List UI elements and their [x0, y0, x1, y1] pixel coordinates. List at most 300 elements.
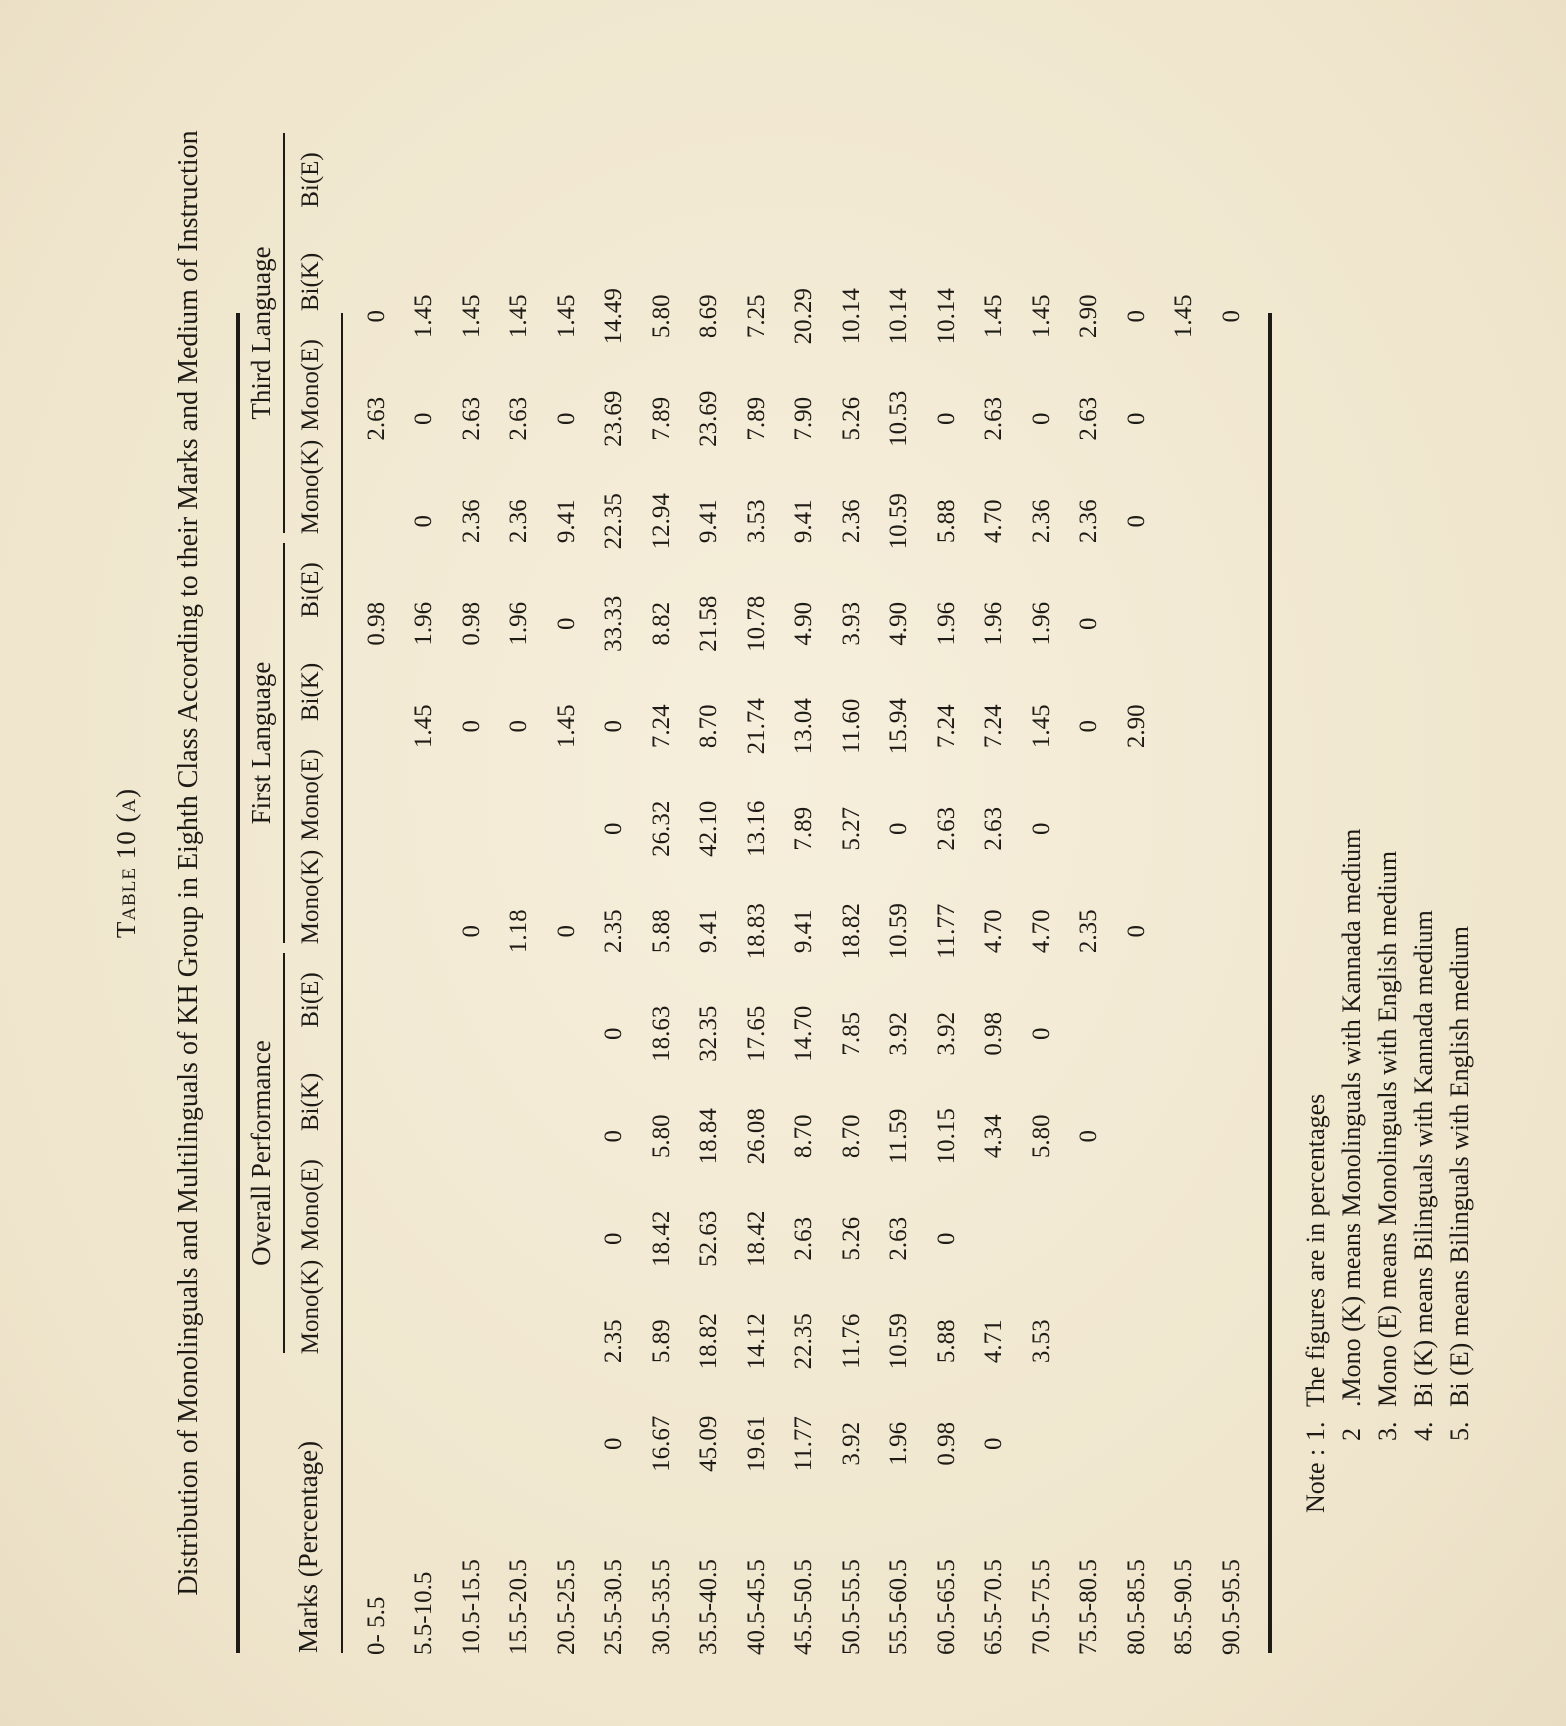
marks-range-cell: 20.5-25.5 — [552, 1559, 580, 1655]
percentage-cell — [448, 778, 496, 881]
table-row — [591, 265, 639, 1663]
col-overall-bi-e: Bi(E) — [297, 972, 324, 1028]
percentage-cell — [401, 1085, 449, 1188]
percentage-cell: 23.69 — [600, 390, 628, 447]
percentage-cell: 0 — [932, 412, 960, 425]
percentage-cell: 9.41 — [695, 909, 723, 954]
col-first-bi-k: Bi(K) — [297, 662, 324, 722]
percentage-cell: 1.45 — [980, 294, 1008, 339]
col-overall-bi-k: Bi(K) — [297, 1072, 324, 1132]
percentage-cell: 0 — [600, 1232, 628, 1245]
note-text: Mono (E) means Monolinguals with English medium — [1373, 850, 1402, 1407]
percentage-cell: 52.63 — [695, 1210, 723, 1267]
table-row — [876, 265, 924, 1663]
data-table — [353, 265, 1256, 1663]
percentage-cell: 8.70 — [790, 1114, 818, 1159]
table-row — [781, 265, 829, 1663]
percentage-cell: 2.90 — [1122, 704, 1150, 749]
table-row — [686, 265, 734, 1663]
percentage-cell: 0 — [1122, 310, 1150, 323]
percentage-cell: 10.14 — [932, 288, 960, 345]
group-rule-first — [283, 543, 285, 943]
percentage-cell — [1161, 470, 1209, 573]
marks-range-cell: 55.5-60.5 — [885, 1559, 913, 1655]
percentage-cell: 5.26 — [837, 396, 865, 441]
percentage-cell: 4.90 — [790, 601, 818, 646]
percentage-cell: 0 — [932, 1232, 960, 1245]
percentage-cell — [1208, 1290, 1256, 1393]
percentage-cell — [401, 1393, 449, 1496]
percentage-cell: 2.36 — [1027, 499, 1055, 544]
note-item — [1334, 829, 1370, 1513]
note-text: .Mono (K) means Monolinguals with Kannada medium — [1337, 828, 1366, 1407]
marks-range-cell: 30.5-35.5 — [647, 1559, 675, 1655]
percentage-cell: 2.63 — [457, 396, 485, 441]
percentage-cell: 0.98 — [457, 601, 485, 646]
percentage-cell — [1066, 778, 1114, 881]
note-number: 1. — [1301, 1421, 1330, 1441]
percentage-cell — [448, 1188, 496, 1291]
percentage-cell: 10.59 — [885, 1313, 913, 1370]
percentage-cell — [1161, 675, 1209, 778]
percentage-cell: 5.88 — [932, 1319, 960, 1364]
percentage-cell: 8.82 — [647, 601, 675, 646]
note-item — [1406, 829, 1442, 1513]
percentage-cell: 1.45 — [552, 294, 580, 339]
note-text: Bi (K) means Bilinguals with Kannada medium — [1409, 910, 1438, 1407]
note-text: Bi (E) means Bilinguals with English medium — [1445, 926, 1474, 1407]
note-number: 5. — [1445, 1421, 1474, 1441]
percentage-cell: 9.41 — [790, 499, 818, 544]
percentage-cell — [353, 1188, 401, 1291]
percentage-cell: 26.08 — [742, 1108, 770, 1165]
percentage-cell — [353, 880, 401, 983]
percentage-cell — [1113, 983, 1161, 1086]
percentage-cell — [353, 1393, 401, 1496]
percentage-cell — [1018, 1393, 1066, 1496]
marks-range-cell: 15.5-20.5 — [505, 1559, 533, 1655]
table-row — [923, 265, 971, 1663]
percentage-cell: 7.90 — [790, 396, 818, 441]
percentage-cell: 32.35 — [695, 1005, 723, 1062]
group-overall-performance: Overall Performance — [246, 1040, 276, 1266]
table-row — [496, 265, 544, 1663]
marks-range-cell: 90.5-95.5 — [1217, 1559, 1245, 1655]
percentage-cell — [1161, 573, 1209, 676]
percentage-cell: 2.63 — [980, 806, 1008, 851]
table-row — [1066, 265, 1114, 1663]
percentage-cell: 0 — [600, 822, 628, 835]
table-row — [353, 265, 401, 1663]
percentage-cell: 0 — [552, 925, 580, 938]
percentage-cell — [1208, 1393, 1256, 1496]
percentage-cell: 13.04 — [790, 698, 818, 755]
marks-range-cell: 35.5-40.5 — [695, 1559, 723, 1655]
note-text: The figures are in percentages — [1301, 1093, 1330, 1407]
col-first-mono-e: Mono(E) — [297, 749, 324, 841]
percentage-cell — [543, 1188, 591, 1291]
percentage-cell: 1.45 — [1027, 294, 1055, 339]
percentage-cell: 2.63 — [932, 806, 960, 851]
note-item — [1370, 829, 1406, 1513]
table-row — [638, 265, 686, 1663]
percentage-cell: 18.42 — [647, 1210, 675, 1267]
percentage-cell: 14.49 — [600, 288, 628, 345]
percentage-cell: 8.69 — [695, 294, 723, 339]
table-row — [448, 265, 496, 1663]
col-third-mono-k: Mono(K) — [297, 439, 324, 535]
percentage-cell: 1.45 — [1170, 294, 1198, 339]
percentage-cell: 3.92 — [885, 1011, 913, 1056]
percentage-cell: 11.77 — [790, 1416, 818, 1472]
percentage-cell: 8.70 — [837, 1114, 865, 1159]
percentage-cell — [401, 880, 449, 983]
percentage-cell: 2.35 — [600, 1319, 628, 1364]
percentage-cell: 1.45 — [457, 294, 485, 339]
percentage-cell — [1208, 675, 1256, 778]
percentage-cell: 0 — [1027, 1027, 1055, 1040]
rotated-table-block — [103, 63, 1474, 1663]
percentage-cell: 0 — [362, 310, 390, 323]
percentage-cell — [1208, 880, 1256, 983]
percentage-cell — [543, 1393, 591, 1496]
percentage-cell: 0 — [1075, 1130, 1103, 1143]
percentage-cell: 9.41 — [552, 499, 580, 544]
percentage-cell: 10.14 — [885, 288, 913, 345]
col-third-mono-e: Mono(E) — [297, 339, 324, 431]
bottom-rule — [1268, 313, 1272, 1653]
percentage-cell: 1.96 — [505, 601, 533, 646]
percentage-cell: 8.70 — [695, 704, 723, 749]
percentage-cell: 0 — [552, 412, 580, 425]
percentage-cell: 11.76 — [837, 1313, 865, 1369]
percentage-cell: 11.77 — [932, 903, 960, 959]
group-rule-overall — [283, 953, 285, 1353]
percentage-cell: 1.96 — [410, 601, 438, 646]
percentage-cell: 2.36 — [457, 499, 485, 544]
percentage-cell — [353, 1085, 401, 1188]
percentage-cell: 4.70 — [980, 499, 1008, 544]
percentage-cell: 22.35 — [600, 493, 628, 550]
percentage-cell: 0 — [600, 1027, 628, 1040]
percentage-cell — [543, 983, 591, 1086]
percentage-cell: 7.24 — [647, 704, 675, 749]
percentage-cell: 22.35 — [790, 1313, 818, 1370]
percentage-cell: 3.53 — [1027, 1319, 1055, 1364]
percentage-cell — [353, 470, 401, 573]
marks-range-cell: 75.5-80.5 — [1075, 1559, 1103, 1655]
group-third-language: Third Language — [246, 246, 276, 420]
percentage-cell: 0.98 — [362, 601, 390, 646]
percentage-cell: 1.96 — [932, 601, 960, 646]
percentage-cell — [1208, 368, 1256, 471]
percentage-cell — [1208, 573, 1256, 676]
col-first-mono-k: Mono(K) — [297, 849, 324, 945]
marks-range-cell: 10.5-15.5 — [457, 1559, 485, 1655]
table-row — [1113, 265, 1161, 1663]
table-number: Table 10 (a) — [111, 787, 141, 939]
percentage-cell — [401, 983, 449, 1086]
percentage-cell: 11.60 — [837, 698, 865, 754]
percentage-cell — [543, 1290, 591, 1393]
percentage-cell: 2.63 — [362, 396, 390, 441]
percentage-cell — [353, 675, 401, 778]
percentage-cell: 1.96 — [1027, 601, 1055, 646]
marks-range-cell: 70.5-75.5 — [1027, 1559, 1055, 1655]
percentage-cell — [353, 983, 401, 1086]
percentage-cell — [1161, 1085, 1209, 1188]
percentage-cell — [1208, 778, 1256, 881]
percentage-cell: 11.59 — [885, 1108, 913, 1164]
percentage-cell: 18.83 — [742, 903, 770, 960]
percentage-cell: 14.70 — [790, 1005, 818, 1062]
percentage-cell: 3.53 — [742, 499, 770, 544]
percentage-cell: 5.88 — [647, 909, 675, 954]
col-overall-mono-e: Mono(E) — [297, 1159, 324, 1251]
percentage-cell — [1161, 778, 1209, 881]
table-row — [733, 265, 781, 1663]
percentage-cell: 2.90 — [1075, 294, 1103, 339]
percentage-cell: 7.89 — [647, 396, 675, 441]
percentage-cell: 7.85 — [837, 1011, 865, 1056]
percentage-cell: 0 — [1075, 720, 1103, 733]
percentage-cell — [1208, 983, 1256, 1086]
percentage-cell: 45.09 — [695, 1415, 723, 1472]
table-row — [401, 265, 449, 1663]
percentage-cell: 3.93 — [837, 601, 865, 646]
percentage-cell — [1161, 1188, 1209, 1291]
percentage-cell — [353, 778, 401, 881]
percentage-cell — [496, 983, 544, 1086]
percentage-cell: 2.35 — [1075, 909, 1103, 954]
percentage-cell — [1161, 1290, 1209, 1393]
percentage-cell: 7.89 — [742, 396, 770, 441]
table-caption: Distribution of Monolinguals and Multilinguals of KH Group in Eighth Class According to their Marks and Medium of Instruction — [173, 130, 204, 1596]
percentage-cell — [1018, 1188, 1066, 1291]
notes — [1298, 829, 1478, 1513]
table-row — [543, 265, 591, 1663]
marks-range-cell: 25.5-30.5 — [600, 1559, 628, 1655]
marks-range-cell: 0- 5.5 — [362, 1596, 390, 1655]
percentage-cell: 2.63 — [1075, 396, 1103, 441]
marks-range-cell: 40.5-45.5 — [742, 1559, 770, 1655]
percentage-cell: 0 — [457, 925, 485, 938]
table-row — [1161, 265, 1209, 1663]
marks-range-cell: 65.5-70.5 — [980, 1559, 1008, 1655]
percentage-cell: 2.36 — [505, 499, 533, 544]
percentage-cell — [543, 1085, 591, 1188]
percentage-cell: 2.63 — [980, 396, 1008, 441]
percentage-cell — [401, 1290, 449, 1393]
percentage-cell: 2.36 — [1075, 499, 1103, 544]
percentage-cell — [1066, 983, 1114, 1086]
percentage-cell: 15.94 — [885, 698, 913, 755]
percentage-cell: 5.80 — [647, 294, 675, 339]
marks-range-cell: 85.5-90.5 — [1170, 1559, 1198, 1655]
percentage-cell: 26.32 — [647, 800, 675, 857]
table-row — [1208, 265, 1256, 1663]
header-rule — [341, 313, 343, 1653]
marks-range-cell: 60.5-65.5 — [932, 1559, 960, 1655]
percentage-cell: 3.92 — [932, 1011, 960, 1056]
percentage-cell: 0 — [1122, 515, 1150, 528]
percentage-cell: 0 — [1122, 925, 1150, 938]
percentage-cell — [1113, 1188, 1161, 1291]
percentage-cell: 18.63 — [647, 1005, 675, 1062]
percentage-cell — [448, 1085, 496, 1188]
percentage-cell — [1066, 1290, 1114, 1393]
row-header: Marks (Percentage) — [293, 1440, 323, 1653]
percentage-cell: 19.61 — [742, 1415, 770, 1472]
percentage-cell: 17.65 — [742, 1005, 770, 1062]
percentage-cell — [1113, 1290, 1161, 1393]
percentage-cell: 16.67 — [647, 1415, 675, 1472]
percentage-cell: 9.41 — [790, 909, 818, 954]
percentage-cell: 0 — [1075, 617, 1103, 630]
col-third-bi-k: Bi(K) — [297, 252, 324, 312]
percentage-cell — [1161, 983, 1209, 1086]
percentage-cell: 10.59 — [885, 903, 913, 960]
marks-range-cell: 5.5-10.5 — [410, 1571, 438, 1655]
note-item — [1298, 829, 1334, 1513]
percentage-cell — [543, 778, 591, 881]
percentage-cell: 1.45 — [410, 294, 438, 339]
percentage-cell: 5.89 — [647, 1319, 675, 1364]
col-third-bi-e: Bi(E) — [297, 152, 324, 208]
percentage-cell: 4.70 — [1027, 909, 1055, 954]
percentage-cell: 5.27 — [837, 806, 865, 851]
group-first-language: First Language — [246, 661, 276, 825]
percentage-cell — [496, 1085, 544, 1188]
percentage-cell: 1.18 — [505, 909, 533, 954]
percentage-cell: 0 — [552, 617, 580, 630]
percentage-cell: 21.74 — [742, 698, 770, 755]
percentage-cell — [1113, 778, 1161, 881]
percentage-cell — [401, 778, 449, 881]
percentage-cell: 3.92 — [837, 1421, 865, 1466]
marks-range-cell: 50.5-55.5 — [837, 1559, 865, 1655]
percentage-cell — [1113, 1085, 1161, 1188]
note-label: Note : — [1301, 1448, 1330, 1513]
percentage-cell: 10.78 — [742, 595, 770, 652]
percentage-cell — [1161, 1393, 1209, 1496]
percentage-cell — [1208, 470, 1256, 573]
percentage-cell — [1161, 880, 1209, 983]
note-number: 3. — [1373, 1421, 1402, 1441]
percentage-cell — [1113, 1393, 1161, 1496]
percentage-cell: 5.80 — [647, 1114, 675, 1159]
percentage-cell: 23.69 — [695, 390, 723, 447]
percentage-cell — [1113, 573, 1161, 676]
percentage-cell: 1.45 — [552, 704, 580, 749]
percentage-cell: 7.89 — [790, 806, 818, 851]
percentage-cell: 0 — [1122, 412, 1150, 425]
note-item — [1442, 829, 1478, 1513]
percentage-cell — [1066, 1393, 1114, 1496]
percentage-cell — [448, 983, 496, 1086]
percentage-cell — [496, 1188, 544, 1291]
percentage-cell — [1208, 1188, 1256, 1291]
percentage-cell: 18.82 — [695, 1313, 723, 1370]
percentage-cell: 10.59 — [885, 493, 913, 550]
percentage-cell: 18.42 — [742, 1210, 770, 1267]
percentage-cell: 13.16 — [742, 800, 770, 857]
percentage-cell: 42.10 — [695, 800, 723, 857]
percentage-cell — [401, 1188, 449, 1291]
percentage-cell: 21.58 — [695, 595, 723, 652]
note-number: 4. — [1409, 1421, 1438, 1441]
percentage-cell: 0.98 — [932, 1421, 960, 1466]
percentage-cell: 0 — [1027, 822, 1055, 835]
note-number: 2 — [1337, 1428, 1366, 1441]
percentage-cell — [1066, 1188, 1114, 1291]
percentage-cell — [1161, 368, 1209, 471]
percentage-cell: 7.24 — [980, 704, 1008, 749]
percentage-cell — [448, 1290, 496, 1393]
percentage-cell — [1208, 1085, 1256, 1188]
percentage-cell: 1.96 — [885, 1421, 913, 1466]
percentage-cell: 7.24 — [932, 704, 960, 749]
percentage-cell: 12.94 — [647, 493, 675, 550]
percentage-cell: 4.70 — [980, 909, 1008, 954]
col-overall-mono-k: Mono(K) — [297, 1259, 324, 1355]
percentage-cell — [353, 1290, 401, 1393]
percentage-cell: 4.90 — [885, 601, 913, 646]
top-rule — [236, 313, 240, 1653]
percentage-cell: 10.53 — [885, 390, 913, 447]
percentage-cell: 0.98 — [980, 1011, 1008, 1056]
percentage-cell: 0 — [1217, 310, 1245, 323]
percentage-cell: 2.36 — [837, 499, 865, 544]
percentage-cell — [448, 1393, 496, 1496]
percentage-cell: 1.45 — [1027, 704, 1055, 749]
percentage-cell: 0 — [410, 412, 438, 425]
percentage-cell: 5.26 — [837, 1216, 865, 1261]
percentage-cell: 2.35 — [600, 909, 628, 954]
percentage-cell: 10.14 — [837, 288, 865, 345]
percentage-cell: 4.34 — [980, 1114, 1008, 1159]
percentage-cell: 4.71 — [980, 1319, 1008, 1364]
percentage-cell: 2.63 — [505, 396, 533, 441]
table-row — [828, 265, 876, 1663]
percentage-cell — [496, 778, 544, 881]
percentage-cell: 0 — [600, 1130, 628, 1143]
col-first-bi-e: Bi(E) — [297, 562, 324, 618]
percentage-cell: 1.45 — [505, 294, 533, 339]
percentage-cell: 0 — [885, 822, 913, 835]
percentage-cell: 1.96 — [980, 601, 1008, 646]
percentage-cell: 1.45 — [410, 704, 438, 749]
percentage-cell: 5.80 — [1027, 1114, 1055, 1159]
percentage-cell: 0 — [457, 720, 485, 733]
percentage-cell: 0 — [410, 515, 438, 528]
percentage-cell: 33.33 — [600, 595, 628, 652]
percentage-cell: 0 — [980, 1437, 1008, 1450]
percentage-cell: 0 — [600, 1437, 628, 1450]
percentage-cell: 7.25 — [742, 294, 770, 339]
table-row — [1018, 265, 1066, 1663]
percentage-cell: 18.82 — [837, 903, 865, 960]
percentage-cell: 5.88 — [932, 499, 960, 544]
percentage-cell: 0 — [505, 720, 533, 733]
percentage-cell: 20.29 — [790, 288, 818, 345]
table-row — [971, 265, 1019, 1663]
percentage-cell — [496, 1290, 544, 1393]
percentage-cell: 18.84 — [695, 1108, 723, 1165]
marks-range-cell: 45.5-50.5 — [790, 1559, 818, 1655]
percentage-cell: 0 — [600, 720, 628, 733]
percentage-cell: 0 — [1027, 412, 1055, 425]
